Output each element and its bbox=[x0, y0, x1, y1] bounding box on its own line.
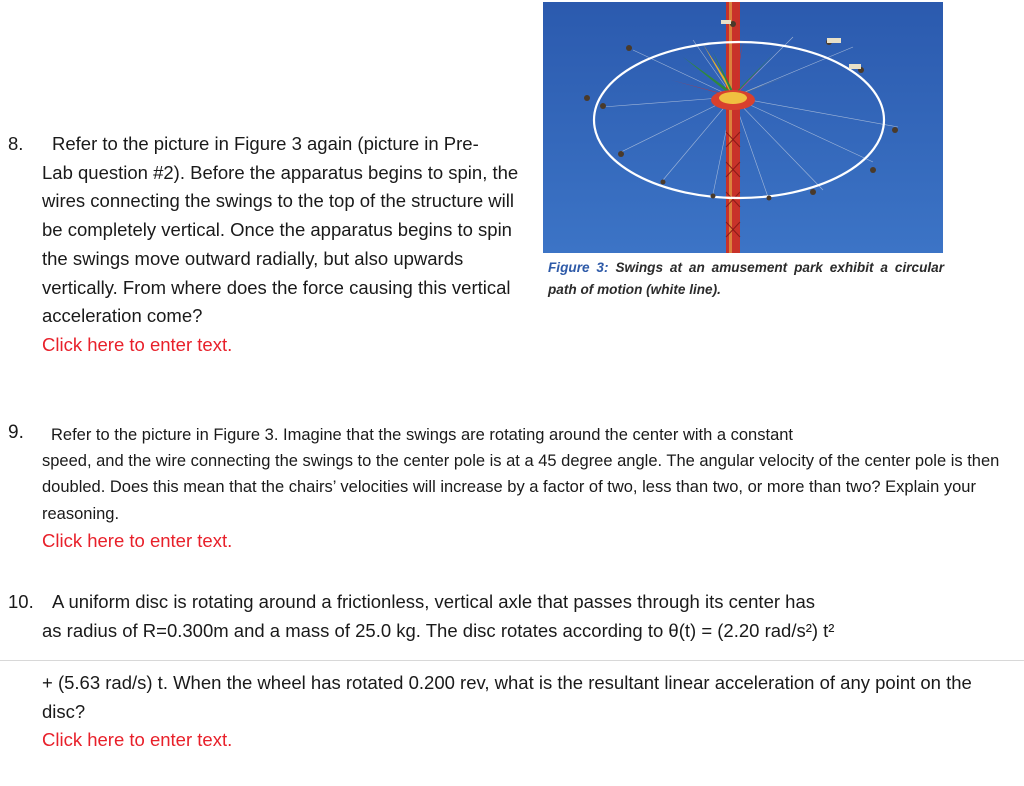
answer-placeholder[interactable]: Click here to enter text. bbox=[42, 333, 233, 355]
answer-placeholder[interactable]: Click here to enter text. bbox=[42, 729, 233, 751]
figure-caption bbox=[548, 257, 944, 301]
swing-ride-photo bbox=[543, 2, 943, 253]
figure-3-image bbox=[543, 2, 943, 253]
question-number: 9. bbox=[8, 422, 24, 443]
question-text: as radius of R=0.300m and a mass of 25.0 kg. The disc rotates according to θ(t) = (2.20 rad/s²) t² bbox=[42, 619, 835, 641]
page-break-divider bbox=[0, 660, 1024, 661]
question-text: speed, and the wire connecting the swings to the center pole is at a 45 degree angle. The angular velocity of the center pole is then doubled. Does this mean that the chairs’ velocities will increase by a factor of two, less than two, or more than two? Explain your reasoning. bbox=[42, 452, 1000, 523]
question-text: Lab question #2). Before the apparatus begins to spin, the wires connecting the swings to the top of the structure will be completely vertical. Once the apparatus begins to spin the swings move outward radially, but also upwards vertically. From where does the force causing this vertical acceleration come? bbox=[42, 161, 519, 327]
figure-label: Figure 3: bbox=[548, 260, 609, 275]
question-10-continuation bbox=[42, 669, 1002, 755]
question-text: + (5.63 rad/s) t. When the wheel has rotated 0.200 rev, what is the resultant linear acceleration of any point on the disc? bbox=[42, 672, 972, 722]
question-8 bbox=[8, 130, 528, 360]
question-text-first-line: Refer to the picture in Figure 3. Imagine that the swings are rotating around the center with a constant bbox=[51, 426, 794, 444]
answer-placeholder[interactable]: Click here to enter text. bbox=[42, 529, 233, 551]
question-number: 8. bbox=[8, 133, 24, 154]
question-9 bbox=[8, 422, 1008, 555]
question-10 bbox=[8, 588, 1008, 645]
question-text-first-line: Refer to the picture in Figure 3 again (picture in Pre- bbox=[52, 133, 479, 154]
figure-caption-text: Swings at an amusement park exhibit a circular path of motion (white line). bbox=[548, 260, 944, 297]
question-number: 10. bbox=[8, 591, 34, 612]
question-text-first-line: A uniform disc is rotating around a frictionless, vertical axle that passes through its center has bbox=[52, 591, 815, 612]
